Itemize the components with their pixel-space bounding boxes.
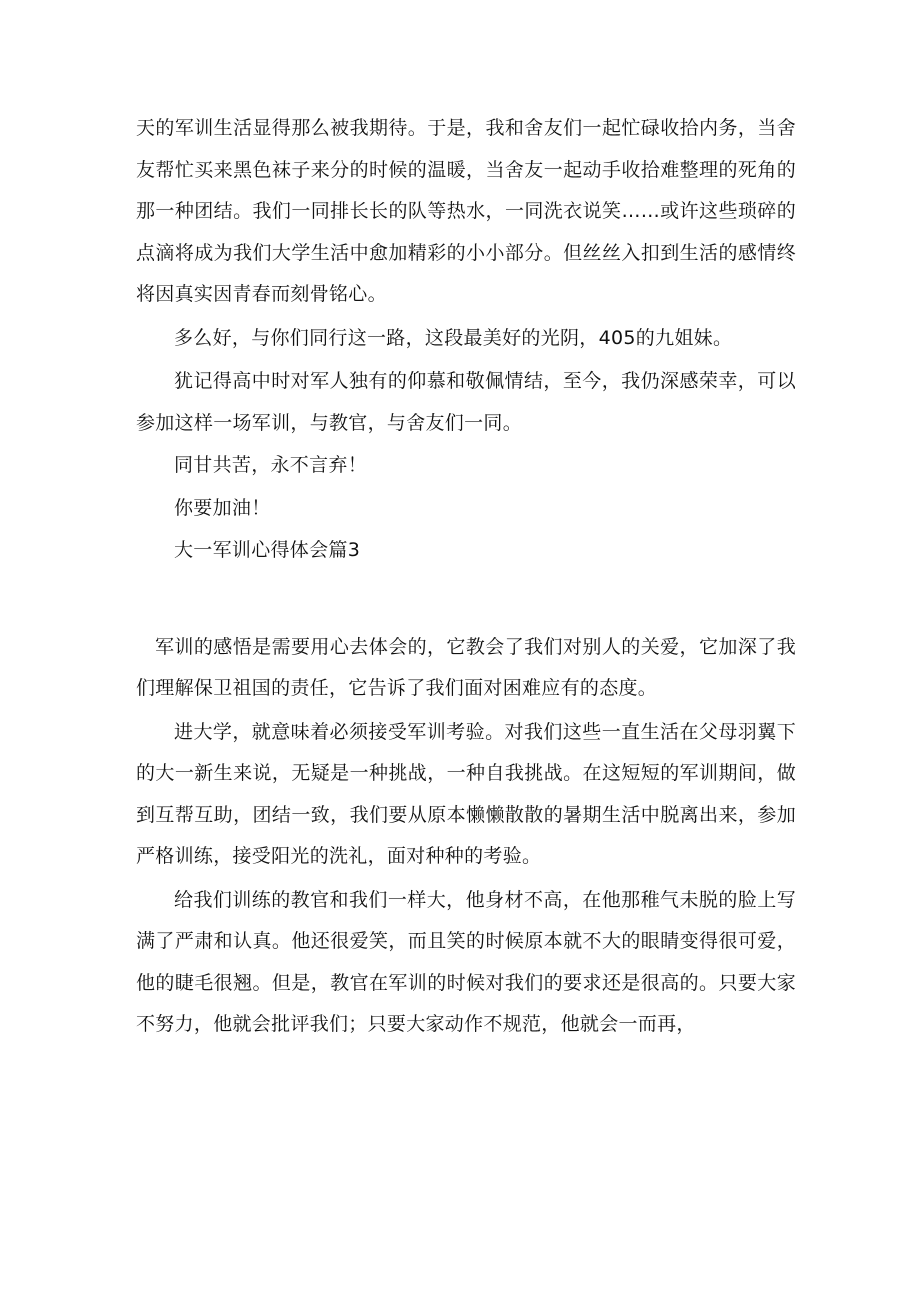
paragraph-405-sisters: 多么好，与你们同行这一路，这段最美好的光阴，405的九姐妹。 [174,326,733,349]
paragraph-never-give-up: 同甘共苦，永不言弃！ [174,454,368,476]
paragraph-instructor: 给我们训练的教官和我们一样大，他身材不高，在他那稚气未脱的脸上写满了严肃和认真。他还很爱笑，而且笑的时候原本就不大的眼睛变得很可爱，他的睫毛很翘。但是，教官在军训的时候对我们的要求还是很高的。只要大家不努力，他就会批评我们；只要大家动作不规范，他就会一而再， [136,888,796,1035]
paragraph-insight: 军训的感悟是需要用心去体会的，它教会了我们对别人的关爱，它加深了我们理解保卫祖国的责任，它告诉了我们面对困难应有的态度。 [136,635,796,699]
document-page [136,108,796,1046]
paragraph-challenge: 进大学，就意味着必须接受军训考验。对我们这些一直生活在父母羽翼下的大一新生来说，无疑是一种挑战，一种自我挑战。在这短短的军训期间，做到互帮互助，团结一致，我们要从原本懒懒散散的暑期生活中脱离出来，参加严格训练，接受阳光的洗礼，面对种种的考验。 [136,720,796,867]
paragraph-keep-going: 你要加油！ [174,496,271,519]
paragraph-admiration: 犹记得高中时对军人独有的仰慕和敬佩情结，至今，我仍深感荣幸，可以参加这样一场军训，与教官，与舍友们一同。 [136,370,796,434]
paragraph-continuation: 天的军训生活显得那么被我期待。于是，我和舍友们一起忙碌收拾内务，当舍友帮忙买来黑色袜子来分的时候的温暖，当舍友一起动手收拾难整理的死角的那一种团结。我们一同排长长的队等热水，一同洗衣说笑……或许这些琐碎的点滴将成为我们大学生活中愈加精彩的小小部分。但丝丝入扣到生活的感情终将因真实因青春而刻骨铭心。 [136,117,796,305]
section-heading: 大一军训心得体会篇3 [174,539,361,561]
